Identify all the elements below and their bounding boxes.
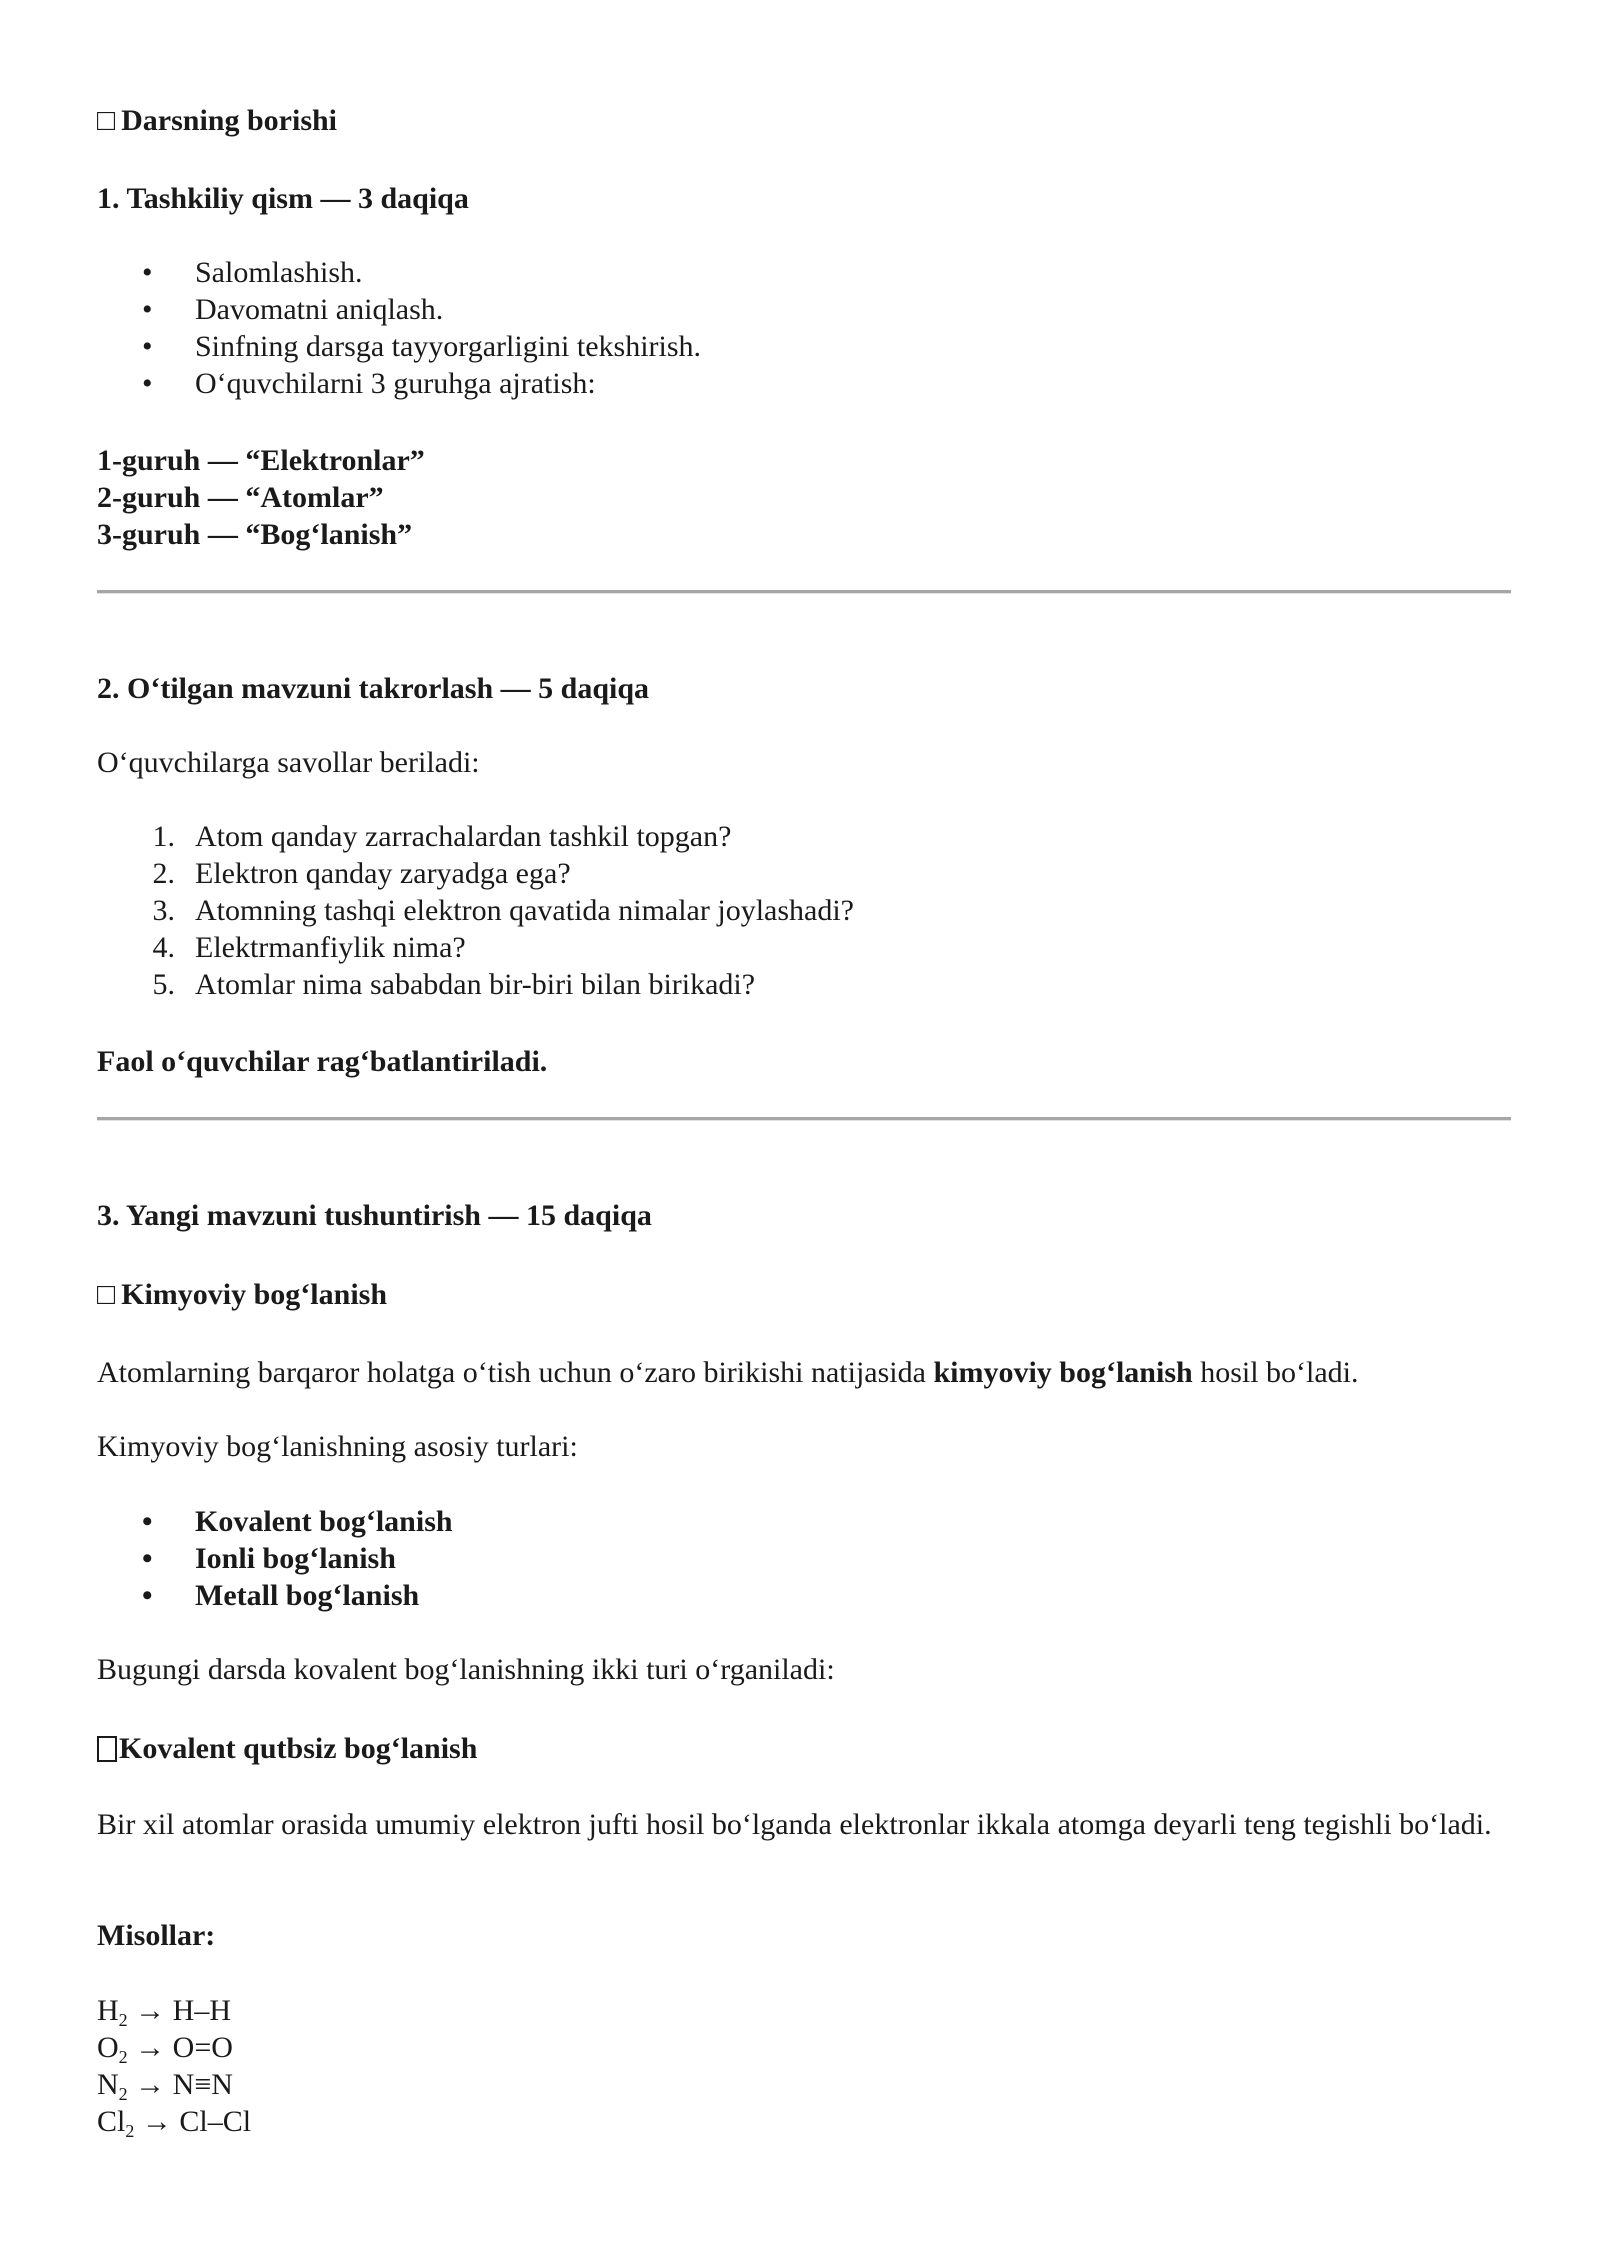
arrow-icon: → <box>141 2105 172 2138</box>
list-item: 4. Elektrmanfiylik nima? <box>152 931 466 964</box>
today-intro: Bugungi darsda kovalent bog‘lanishning ikki turi o‘rganiladi: <box>97 1653 835 1686</box>
bullet-icon: • <box>142 1579 153 1612</box>
list-item: • Ionli bog‘lanish <box>142 1542 396 1575</box>
box-icon: □ <box>97 1278 116 1311</box>
group-3: 3-guruh — “Bog‘lanish” <box>97 518 413 551</box>
subtype-description: Bir xil atomlar orasida umumiy elektron jufti hosil bo‘lganda elektronlar ikkala atomga deyarli teng tegishli bo‘ladi. <box>97 1808 1492 1841</box>
section2-closing: Faol o‘quvchilar rag‘batlantiriladi. <box>97 1045 548 1078</box>
horizontal-divider <box>97 1117 1511 1121</box>
list-item: 1. Atom qanday zarrachalardan tashkil topgan? <box>152 820 732 853</box>
bullet-icon: • <box>142 1542 153 1575</box>
bullet-icon: • <box>142 293 153 326</box>
list-item: • Davomatni aniqlash. <box>142 293 444 326</box>
section3-subheading: □ Kimyoviy bog‘lanish <box>97 1278 388 1311</box>
examples-label: Misollar: <box>97 1919 216 1952</box>
lesson-header-title: Darsning borishi <box>121 104 338 137</box>
section3-paragraph: Atomlarning barqaror holatga o‘tish uchun o‘zaro birikishi natijasida kimyoviy bog‘lanish hosil bo‘ladi. <box>97 1356 1359 1389</box>
subtype-heading: Kovalent qutbsiz bog‘lanish <box>97 1730 477 1767</box>
list-item: • Kovalent bog‘lanish <box>142 1505 453 1538</box>
list-item: • Sinfning darsga tayyorgarligini tekshirish. <box>142 330 702 363</box>
bullet-icon: • <box>142 330 153 363</box>
list-item: 5. Atomlar nima sababdan bir-biri bilan birikadi? <box>152 968 756 1001</box>
arrow-icon: → <box>135 2031 166 2064</box>
types-intro: Kimyoviy bog‘lanishning asosiy turlari: <box>97 1430 578 1463</box>
list-item: 3. Atomning tashqi elektron qavatida nimalar joylashadi? <box>152 894 854 927</box>
questions-list <box>97 818 854 1003</box>
section1-heading: 1. Tashkiliy qism — 3 daqiqa <box>97 182 469 215</box>
bullet-icon: • <box>142 367 153 400</box>
section1-bullet-list <box>97 254 701 402</box>
arrow-icon: → <box>135 1994 166 2027</box>
example-formula: $Cl_2 \to Cl-Cl$ <box>97 2105 252 2141</box>
group-2: 2-guruh — “Atomlar” <box>97 481 384 514</box>
bullet-icon: • <box>142 1505 153 1538</box>
section2-heading: 2. O‘tilgan mavzuni takrorlash — 5 daqiqa <box>97 672 650 705</box>
arrow-icon: → <box>135 2068 166 2101</box>
bond-types-list <box>97 1503 453 1614</box>
bullet-icon: • <box>142 256 153 289</box>
group-1: 1-guruh — “Elektronlar” <box>97 444 425 477</box>
example-formula: $N_2 \to N\equiv N$ <box>97 2068 233 2104</box>
list-item: • Salomlashish. <box>142 256 363 289</box>
section2-intro: O‘quvchilarga savollar beriladi: <box>97 746 480 779</box>
list-item: 2. Elektron qanday zaryadga ega? <box>152 857 571 890</box>
example-formula: $H_2 \to H-H$ <box>97 1994 232 2030</box>
list-item: • O‘quvchilarni 3 guruhga ajratish: <box>142 367 596 400</box>
example-formula: $O_2 \to O=O$ <box>97 2031 233 2067</box>
box-icon: □ <box>97 104 116 137</box>
emphasis-term: kimyoviy bog‘lanish <box>933 1356 1193 1389</box>
checkbox-square-icon <box>97 1736 117 1762</box>
list-item: • Metall bog‘lanish <box>142 1579 420 1612</box>
horizontal-divider <box>97 590 1511 594</box>
section3-heading: 3. Yangi mavzuni tushuntirish — 15 daqiqa <box>97 1199 652 1232</box>
lesson-header <box>97 102 337 139</box>
